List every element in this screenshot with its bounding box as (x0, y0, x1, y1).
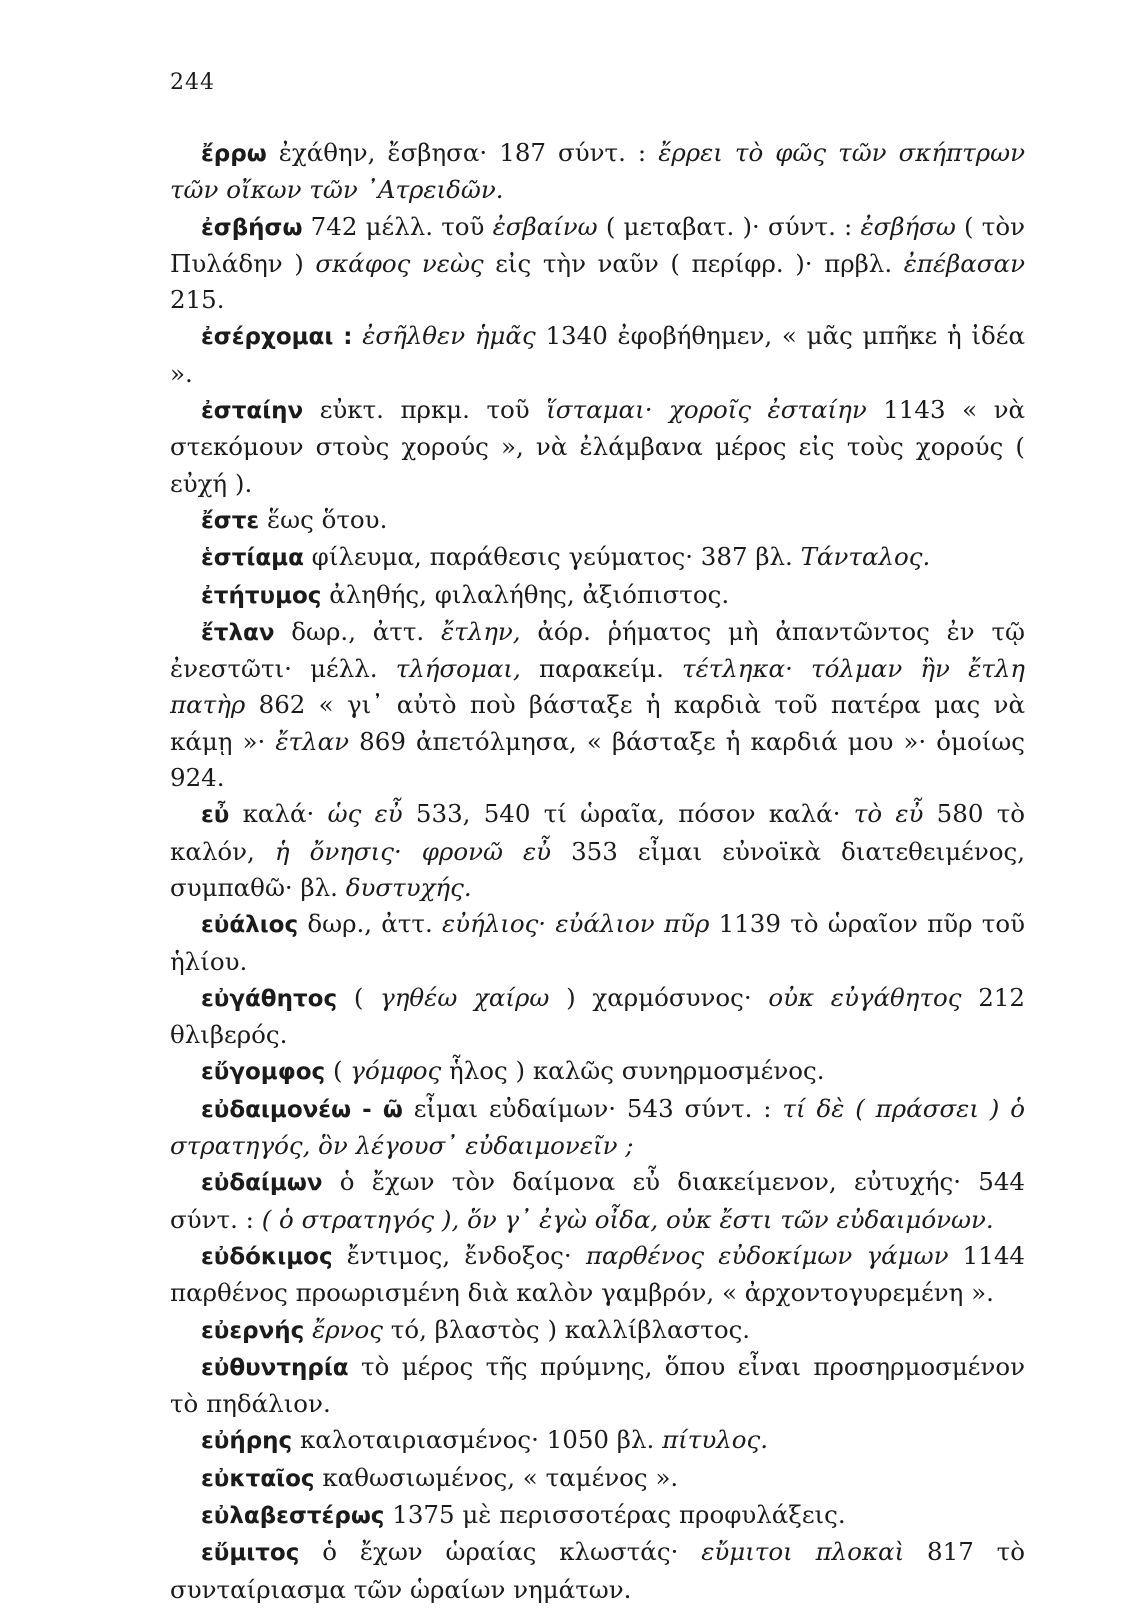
glossary-entry (170, 614, 1025, 796)
entry-text: δωρ., ἀττ. (298, 909, 442, 939)
entry-text: ἀόρ. ῥήματος μὴ ἀπαντῶντος ἐν τῷ ἐνεστῶτι· μέλλ. (170, 616, 1026, 684)
entry-headword: εὐδαιμονέω - ῶ (201, 1096, 403, 1123)
entry-italic-text: ἔτλην, (441, 616, 521, 646)
entry-text: ὁ ἔχων ὡραίας κλωστάς· (299, 1537, 702, 1567)
glossary-entry (170, 980, 1025, 1054)
entry-italic-text: ἐσβήσω (860, 211, 956, 241)
entry-text: 212 θλιβερός. (170, 982, 1025, 1050)
glossary-entry (170, 392, 1025, 502)
entry-italic-text: ἡ ὄνησις· φρονῶ εὖ (274, 836, 552, 866)
entry-headword: ἔτλαν (201, 619, 275, 646)
entry-text: 869 ἀπετόλμησα, « βάσταξε ἡ καρδιά μου »· ὁμοίως 924. (170, 726, 1026, 793)
entry-text: 580 τὸ καλόν, (170, 799, 1026, 866)
glossary-entry (170, 1460, 1025, 1497)
entry-text: 742 μέλλ. τοῦ (302, 211, 493, 241)
entry-italic-text: ἐπέβασαν (903, 248, 1025, 278)
entry-headword: ἐτήτυμος (201, 582, 322, 609)
glossary-entry (170, 1238, 1025, 1312)
glossary-entry (170, 577, 1025, 614)
entry-headword: ἑστίαμα (201, 545, 304, 572)
entry-text: 817 τὸ συνταίριασμα τῶν ὡραίων νημάτων. (170, 1537, 1025, 1604)
glossary-entries (170, 135, 1025, 1608)
entry-italic-text: ὡς εὖ (327, 799, 403, 829)
entry-headword: ἐσέρχομαι : (201, 324, 353, 351)
glossary-entry (170, 906, 1025, 980)
entry-headword: εὐλαβεστέρως (201, 1502, 385, 1529)
entry-text: 1144 παρθένος προωρισμένη διὰ καλὸν γαμβρόν, « ἀρχοντογυρεμένη ». (170, 1240, 1025, 1308)
entry-headword: εὔμιτος (201, 1540, 300, 1567)
entry-text: ἧλος ) καλῶς συνηρμοσμένος. (441, 1056, 825, 1086)
glossary-entry (170, 1422, 1025, 1459)
entry-text (352, 321, 362, 350)
entry-text: ἕως ὅτου. (259, 504, 388, 534)
entry-text: καλά· (229, 799, 328, 829)
entry-text: 215. (170, 285, 225, 315)
glossary-entry (170, 1534, 1025, 1608)
page-number: 244 (170, 70, 215, 95)
glossary-entry (170, 209, 1025, 319)
entry-text: ἐχάθην, ἔσβησα· 187 σύντ. : (266, 138, 659, 167)
entry-italic-text: εὔμιτοι πλοκαὶ (701, 1537, 905, 1567)
entry-italic-text: ἔτλαν (275, 726, 350, 756)
glossary-entry (170, 539, 1025, 576)
entry-text: φίλευμα, παράθεσις γεύματος· 387 βλ. (303, 542, 801, 572)
entry-headword: εὐθυντηρία (201, 1354, 349, 1381)
glossary-entry (170, 1312, 1025, 1349)
glossary-entry (170, 1164, 1025, 1238)
glossary-entry (170, 1349, 1025, 1423)
entry-italic-text: σκάφος νεὼς (315, 248, 484, 278)
glossary-entry (170, 1091, 1025, 1165)
entry-headword: εὐερνής (201, 1317, 305, 1344)
entry-text: 1375 μὲ περισσοτέρας προφυλάξεις. (384, 1499, 846, 1529)
entry-text: παρακείμ. (520, 654, 683, 684)
entry-italic-text: ἔρρει τὸ φῶς τῶν σκήπτρων τῶν οἴκων τῶν ᾿Ατρειδῶν. (170, 138, 1025, 205)
glossary-entry (170, 135, 1025, 209)
entry-italic-text: ( ὁ στρατηγός ), ὅν γ᾿ ἐγὼ οἶδα, οὐκ ἔστι τῶν εὐδαιμόνων. (261, 1204, 994, 1234)
entry-headword: εὐδόκιμος (201, 1243, 333, 1270)
glossary-entry (170, 1053, 1025, 1090)
entry-headword: ἔστε (201, 507, 260, 534)
entry-text: 1139 τὸ ὡραῖον πῦρ τοῦ ἡλίου. (170, 909, 1026, 976)
entry-italic-text: οὐκ εὐγάθητος (768, 982, 962, 1012)
entry-text (304, 1315, 312, 1344)
entry-text: 1143 « νὰ στεκόμουν στοὺς χορούς », νὰ ἐλάμβανα μέρος εἰς τοὺς χορούς ( εὐχή ). (170, 395, 1026, 498)
entry-headword: εὐδαίμων (201, 1170, 323, 1197)
entry-italic-text: γηθέω χαίρω (380, 982, 550, 1012)
entry-text: 533, 540 τί ὡραῖα, πόσον καλά· (402, 799, 854, 829)
entry-italic-text: παρθένος εὐδοκίμων γάμων (585, 1240, 949, 1270)
entry-text: τὸ μέρος τῆς πρύμνης, ὅπου εἶναι προσηρμοσμένον τὸ πηδάλιον. (170, 1351, 1025, 1419)
entry-headword: εὔγομφος (201, 1059, 326, 1086)
entry-text: ( μεταβατ. )· σύντ. : (597, 211, 861, 241)
entry-text: εὐκτ. πρκμ. τοῦ (303, 395, 547, 425)
entry-italic-text: τὸ εὖ (853, 799, 924, 829)
glossary-entry (170, 502, 1025, 539)
entry-text: ( (325, 1056, 351, 1086)
entry-headword: ἔρρω (201, 141, 267, 167)
entry-italic-text: ἵσταμαι· χοροῖς ἐσταίην (546, 395, 867, 425)
entry-italic-text: τί δὲ ( πράσσει ) ὁ στρατηγός, ὃν λέγουσ᾿ εὐδαιμονεῖν ; (170, 1093, 1025, 1161)
entry-text: ( τὸν Πυλάδην ) (170, 211, 1025, 278)
entry-text: ἀληθής, φιλαλήθης, ἀξιόπιστος. (321, 579, 730, 609)
entry-text: δωρ., ἀττ. (274, 616, 441, 646)
entry-italic-text: ἐσῆλθεν ἡμᾶς (362, 321, 536, 351)
entry-text: καλοταιριασμένος· 1050 βλ. (292, 1425, 663, 1455)
entry-text: 862 « γι᾿ αὐτὸ ποὺ βάσταξε ἡ καρδιὰ τοῦ πατέρα μας νὰ κάμῃ »· (170, 690, 1025, 756)
entry-headword: εὐάλιος (201, 912, 299, 939)
entry-italic-text: τέτληκα· τόλμαν ἣν ἔτλη πατὴρ (170, 654, 1025, 720)
entry-italic-text: ἐσβαίνω (492, 211, 598, 241)
glossary-entry (170, 1497, 1025, 1534)
entry-italic-text: ἔρνος (312, 1314, 383, 1344)
entry-text: 353 εἶμαι εὐνοϊκὰ διατεθειμένος, συμπαθῶ· βλ. (170, 836, 1025, 902)
entry-italic-text: δυστυχής. (345, 872, 472, 902)
glossary-entry (170, 796, 1025, 906)
entry-headword: ἐσταίην (201, 398, 304, 425)
entry-text: τό, βλαστὸς ) καλλίβλαστος. (383, 1314, 751, 1344)
entry-headword: εὐκταῖος (201, 1465, 315, 1492)
entry-italic-text: Τάνταλος. (800, 542, 931, 572)
glossary-entry (170, 318, 1025, 392)
entry-headword: εὖ (201, 802, 230, 829)
entry-headword: ἐσβήσω (201, 214, 303, 241)
entry-italic-text: εὐήλιος· εὐάλιον πῦρ (441, 909, 710, 939)
entry-headword: εὐήρης (201, 1428, 293, 1455)
entry-text: εἰς τὴν ναῦν ( περίφρ. )· πρβλ. (483, 248, 904, 278)
entry-italic-text: πίτυλος. (662, 1425, 769, 1455)
entry-text: ἔντιμος, ἔνδοξος· (332, 1240, 586, 1270)
entry-text: ( (337, 982, 381, 1012)
entry-text: εἶμαι εὐδαίμων· 543 σύντ. : (402, 1093, 783, 1123)
entry-text: καθωσιωμένος, « ταμένος ». (314, 1462, 679, 1492)
entry-text: ) χαρμόσυνος· (549, 982, 769, 1012)
entry-text: ὁ ἔχων τὸν δαίμονα εὖ διακείμενον, εὐτυχής· 544 σύντ. : (170, 1167, 1025, 1234)
entry-italic-text: τλήσομαι, (395, 654, 521, 684)
entry-headword: εὐγάθητος (201, 985, 338, 1012)
entry-italic-text: γόμφος (350, 1056, 442, 1086)
entry-text: 1340 ἐφοβήθημεν, « μᾶς μπῆκε ἡ ἰδέα ». (170, 321, 1025, 388)
